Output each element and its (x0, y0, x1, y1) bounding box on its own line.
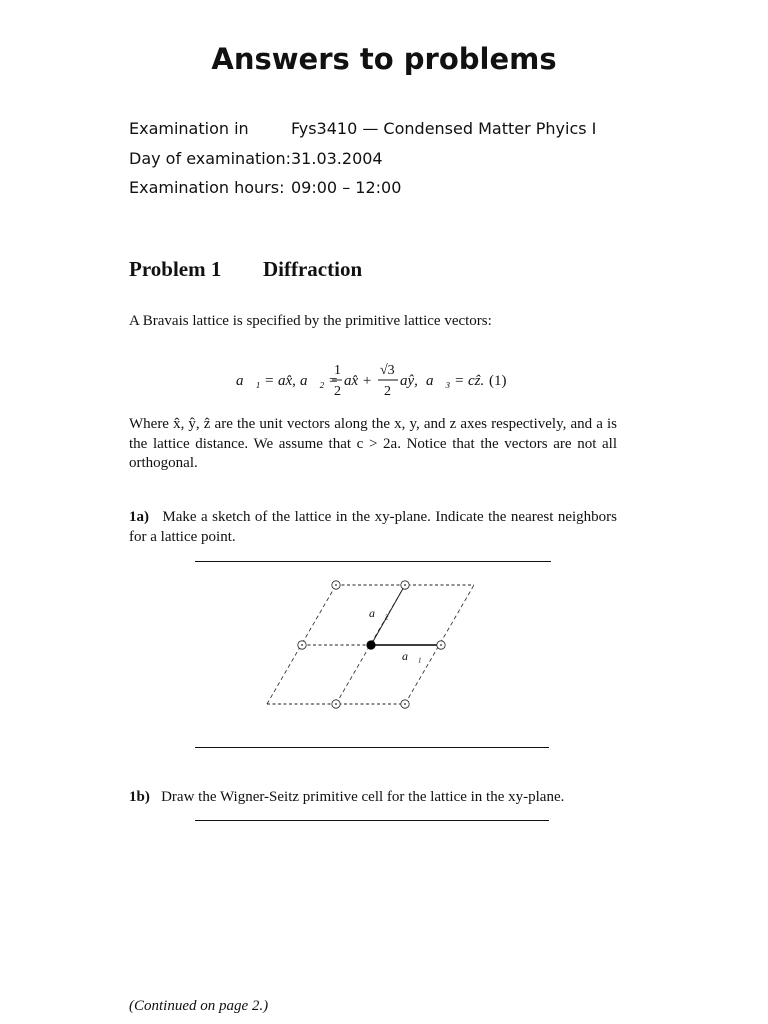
eq-frac2-den: 2 (384, 384, 391, 399)
exam-info-label: Examination hours: (129, 178, 285, 197)
eq-frac1-den: 2 (334, 384, 341, 399)
exam-info-value: 31.03.2004 (291, 148, 383, 168)
question-text: Make a sketch of the lattice in the xy-plane. Indicate the nearest neighbors for a lattice point. (129, 509, 618, 545)
lattice-sketch (260, 575, 485, 715)
answer-rule-1b (195, 820, 549, 821)
eq-a2-lhs: a⃗₂ = (300, 373, 339, 389)
exam-info-row (129, 149, 629, 179)
eq-frac2-num: √3 (380, 363, 395, 378)
exam-info-row (129, 178, 629, 208)
question-1a (129, 508, 617, 547)
exam-info-label: Day of examination: (129, 148, 292, 168)
eq-a1: a⃗₁ = ax̂, (236, 373, 296, 389)
problem-heading (129, 257, 362, 282)
question-1b (129, 788, 617, 808)
answer-rule-bottom (195, 747, 549, 748)
problem-title: Diffraction (263, 257, 363, 281)
equation-number: (1) (489, 373, 507, 389)
question-text: Draw the Wigner-Seitz primitive cell for the lattice in the xy-plane. (161, 789, 565, 805)
continued-note: (Continued on page 2.) (129, 998, 269, 1014)
eq-frac1-num: 1 (334, 363, 341, 378)
eq-a2-end: aŷ, (400, 373, 418, 389)
vector-a2-label: a⃗₂ (369, 606, 389, 620)
page-title: Answers to problems (211, 42, 557, 76)
vector-a1-label: a⃗₁ (402, 649, 422, 663)
answer-rule-top (195, 561, 551, 562)
exam-info-table (129, 119, 629, 208)
question-label: 1b) (129, 789, 150, 805)
eq-a3: a⃗₃ = cẑ. (426, 373, 485, 389)
eq-a2-mid: ax̂ + (344, 373, 373, 389)
exam-info-value: Fys3410 — Condensed Matter Phyics I (291, 119, 597, 138)
exam-info-label: Examination in (129, 119, 249, 138)
lattice-vector-equation (236, 360, 526, 400)
intro-paragraph: A Bravais lattice is specified by the primitive lattice vectors: (129, 313, 492, 329)
question-label: 1a) (129, 509, 149, 525)
exam-info-row (129, 119, 629, 149)
central-lattice-point (366, 640, 375, 649)
exam-info-value: 09:00 – 12:00 (291, 178, 402, 197)
problem-number: Problem 1 (129, 257, 222, 281)
where-paragraph: Where x̂, ŷ, ẑ are the unit vectors along the x, y, and z axes respectively, and a is the lattice distance. We assume that c > 2a. Notice that the vectors are not all orthogonal. (129, 416, 617, 471)
